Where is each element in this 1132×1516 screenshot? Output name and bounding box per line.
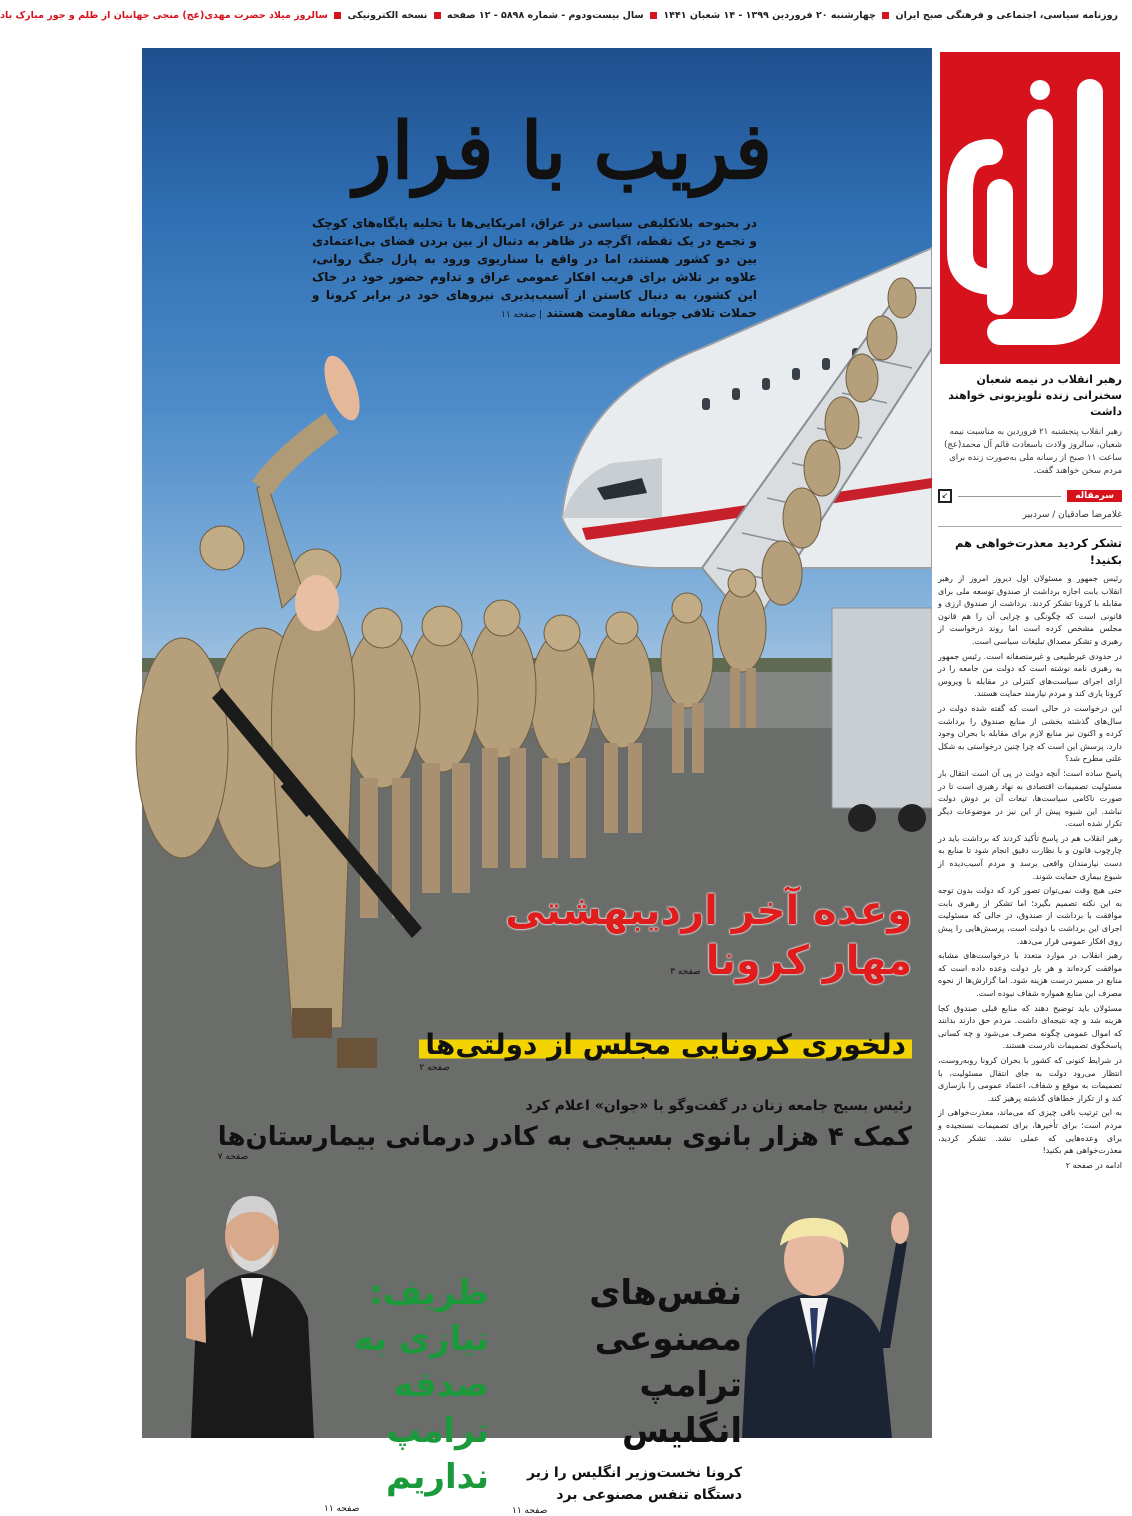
editorial-tag: سرمقاله [1067, 490, 1122, 502]
story-zarif[interactable] [324, 1270, 489, 1514]
story-basij-women[interactable] [218, 1098, 912, 1162]
javan-logo-icon [940, 62, 1120, 352]
story-parliament-page-ref: صفحه ۲ [419, 1063, 450, 1073]
main-lead-text: در بحبوحه بلاتکلیفی سیاسی در عراق، امریکایی‌ها با تخلیه پایگاه‌های کوچک و تجمع در یک نقطه، اگرچه در ظاهر به دنبال از بین بردن فضای بی‌اعتمادی بین دو کشور هستند، اما در واقع با سناریوی ورود به پازل جنگ روانی، علاوه بر تلاش برای فریب افکار عمومی عراق و تداوم حضور خود در خاک این کشور، به دنبال کاستن از آسیب‌پذیری نیروهای خود در برابر کرونا و حملات تلافی جویانه مقاومت هستند [312, 216, 757, 320]
editorial-paragraph: مسئولان باید توضیح دهند که منابع قبلی صندوق کجا هزینه شد و چه نتیجه‌ای داشت. مردم حق دارند بدانند که اموال عمومی چگونه مصرف می‌شود و چه کسانی پاسخگوی تصمیمات نادرست هستند. [938, 1003, 1122, 1051]
editorial-paragraph: در شرایط کنونی که کشور با بحران کرونا روبه‌روست، انتظار می‌رود دولت به جای انتقال مسئولیت، با تصمیمات به موقع و شفاف، اعتماد عمومی را بازسازی کند و از تکرار خطاهای گذشته پرهیز کند. [938, 1055, 1122, 1103]
editorial-paragraph: به این ترتیب باقی چیزی که می‌ماند، معذرت‌خواهی از مردم است؛ برای تأخیرها، برای تصمیمات نسنجیده و برای وعده‌هایی که عملی نشد. تشکر کردید، معذرت‌خواهی هم بکنید! [938, 1108, 1122, 1156]
story-uk-subtitle: کرونا نخست‌وزیر انگلیس را زیر دستگاه تنفس مصنوعی برد [526, 1465, 742, 1503]
editorial-paragraph: در حدودی غیرطبیعی و غیرمنصفانه است. رئیس جمهور به رهبری نامه نوشته است که دولت من جامعه را در ازای اجرای سیاست‌های کنترلی در مقابله با ویروس کرونا یاری کند و مردم نیازمند حمایت هستند. [938, 651, 1122, 699]
boris-johnson-photo [722, 1198, 907, 1438]
masthead [940, 52, 1120, 364]
editorial-author: غلامرضا صادقیان / سردبیر [938, 510, 1122, 527]
story-basij-page-ref: صفحه ۷ [217, 1152, 249, 1162]
story-corona-title-line2: مهار کرونا [705, 938, 912, 984]
main-lead-page-ref: | صفحه ۱۱ [500, 310, 543, 320]
separator-square-icon [334, 12, 341, 19]
editorial-paragraph: رهبر انقلاب هم در پاسخ تأکید کردند که برداشت باید در چارچوب قانون و با نظارت دقیق انجام شود تا منابع به دست نیازمندان واقعی برسد و مردم آسیب‌دیده از شیوع بیماری حمایت شوند. [938, 833, 1122, 881]
top-info-bar [0, 0, 1132, 48]
issue-info-line [0, 10, 1118, 21]
issue-number: سال بیست‌ودوم - شماره ۵۸۹۸ - ۱۲ صفحه [446, 10, 644, 21]
story-zarif-page-ref: صفحه ۱۱ [324, 1504, 360, 1514]
editorial-section-bar [938, 488, 1122, 504]
leader-news-headline: رهبر انقلاب در نیمه شعبان سخنرانی زنده تلویزیونی خواهند داشت [948, 373, 1122, 418]
arrow-icon: ↙ [938, 489, 952, 503]
editorial-paragraph: پاسخ ساده است؛ آنچه دولت در پی آن است انتقال بار مسئولیت تصمیمات اقتصادی به نهاد رهبری است تا در صورت ناکامی سیاست‌ها، تبعات آن بر دوش دولت نباشد. این شیوه پیش از این نیز در موضوعات دیگر تکرار شده است. [938, 768, 1122, 829]
story-zarif-title: ظریف: نیازی به صدقه ترامپ نداریم [353, 1273, 489, 1497]
paper-description: روزنامه سیاسی، اجتماعی و فرهنگی صبح ایران [895, 10, 1118, 21]
editorial-paragraph: حتی هیچ وقت نمی‌توان تصور کرد که دولت بدون توجه به این نکته تصمیم بگیرد؛ اما تشکر از رهبری بابت موافقت با برداشت از صندوق، در حالی که مسئولیت اجرای این برداشت با دولت است، پرسش‌هایی را پیش روی افکار عمومی قرار می‌دهد. [938, 886, 1122, 946]
story-uk-pm[interactable] [512, 1270, 742, 1516]
story-basij-title: کمک ۴ هزار بانوی بسیجی به کادر درمانی بیمارستان‌ها [217, 1122, 912, 1152]
story-basij-kicker: رئیس بسیج جامعه زنان در گفت‌وگو با «جوان» اعلام کرد [525, 1098, 912, 1114]
issue-date: چهارشنبه ۲۰ فروردین ۱۳۹۹ - ۱۴ شعبان ۱۴۴۱ [663, 10, 876, 21]
story-parliament-title: دلخوری کرونایی مجلس از دولتی‌ها [419, 1028, 912, 1061]
editorial-continue-link[interactable]: ادامه در صفحه ۲ [1065, 1160, 1122, 1170]
zarif-photo [186, 1168, 318, 1438]
separator-square-icon [882, 12, 889, 19]
greeting-text: سالروز میلاد حضرت مهدی(عج) منجی جهانیان از ظلم و جور مبارک باد [0, 10, 328, 21]
right-column [932, 48, 1132, 1438]
editorial-title: تشکر کردید معذرت‌خواهی هم بکنید! [954, 536, 1122, 567]
editorial-paragraph: رئیس جمهور و مسئولان اول دیروز امروز از رهبر انقلاب بابت اجازه برداشت از صندوق توسعه ملی برای مقابله با کرونا تشکر کردند. برداشت از صندوق ارزی و قانونی است که چگونگی و چرایی آن را هم قانون مجلس مشخص کرده است اما روند درخواست از رهبری و تشکر مصداق تبلیغات سیاسی است. [938, 574, 1122, 646]
leader-news-body: رهبر انقلاب پنجشنبه ۲۱ فروردین به مناسبت نیمه شعبان، سالروز ولادت باسعادت قائم آل محمد(عج) ساعت ۱۱ صبح از رسانه ملی به‌صورت زنده برای مردم سخن خواهند گفت. [944, 427, 1122, 476]
separator-square-icon [434, 12, 441, 19]
separator-square-icon [650, 12, 657, 19]
main-headline: فریب با فرار [353, 106, 772, 197]
story-corona-page-ref: صفحه ۳ [670, 967, 701, 977]
story-corona-title-line1: وعده آخر اردیبهشتی [505, 888, 912, 934]
main-lead-paragraph [312, 214, 757, 324]
story-corona-deadline[interactable] [505, 886, 912, 986]
hero-photo [142, 48, 932, 1516]
story-uk-title: نفس‌های مصنوعی ترامپ انگلیس [589, 1273, 742, 1451]
editorial-body [938, 573, 1122, 1461]
divider [958, 496, 1061, 497]
editorial-paragraph: رهبر انقلاب در موارد متعدد با درخواست‌های مشابه موافقت کرده‌اند و هر بار دولت وعده داده است که منابع در مسیر درست هزینه شود. اما گزارش‌ها از نحوه مصرف این منابع همواره شفاف نبوده است. [938, 951, 1122, 998]
story-uk-page-ref: صفحه ۱۱ [512, 1506, 548, 1516]
edition-label: نسخه الکترونیکی [347, 10, 428, 21]
story-parliament-government[interactable] [419, 1028, 912, 1073]
editorial-paragraph: این درخواست در حالی است که گفته شده دولت در سال‌های گذشته بخشی از منابع صندوق را برداشت کرده و اکنون نیز منابع لازم برای مقابله با بحران وجود دارد. پرسش این است که چرا چنین درخواستی به شکل علنی مطرح شد؟ [938, 703, 1122, 764]
